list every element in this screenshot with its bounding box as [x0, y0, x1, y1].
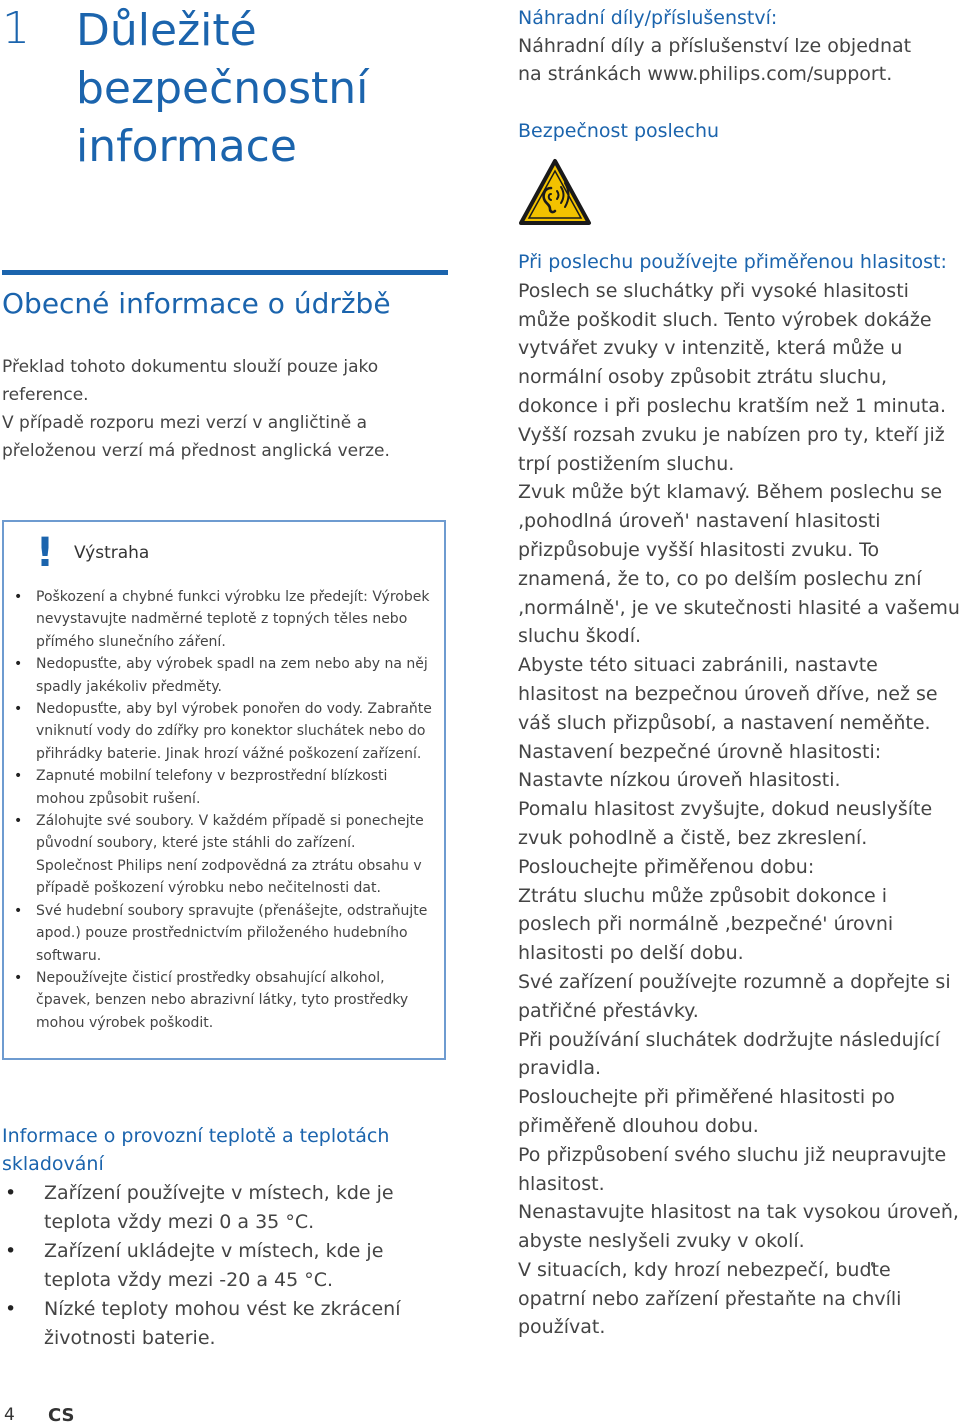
- warning-box: [2, 520, 446, 1060]
- warning-header: [14, 530, 434, 576]
- intro-paragraph: V případě rozporu mezi verzí v angličtině a přeloženou verzí má přednost anglická verze.: [2, 413, 390, 461]
- warning-list: [14, 586, 434, 1034]
- body-paragraph: V situacích, kdy hrozí nebezpečí, buďte opatrní nebo zařízení přestaňte na chvíli používat.: [518, 1258, 902, 1339]
- intro-paragraph: Překlad tohoto dokumentu slouží pouze jako reference.: [2, 357, 379, 405]
- chapter-title: Důležité bezpečnostní informace: [76, 5, 369, 172]
- operating-temp-list: [2, 1179, 442, 1353]
- section-title: Obecné informace o údržbě: [2, 287, 391, 320]
- warning-item: • Zálohujte své soubory. V každém případě si ponechejte původní soubory, které jste stáhli do zařízení. Společnost Philips není zodpovědná za ztrátu obsahu v případě poškození výrobku nebo nečitelnosti dat.: [14, 810, 434, 900]
- warning-item: • Nedopusťte, aby výrobek spadl na zem nebo aby na něj spadly jakékoliv předměty.: [14, 653, 434, 698]
- parts-text: Náhradní díly a příslušenství lze objednat na stránkách www.philips.com/support.: [518, 35, 912, 85]
- body-paragraph: Poslouchejte při přiměřené hlasitosti po přiměřeně dlouhou dobu.: [518, 1086, 895, 1137]
- warning-title: Výstraha: [74, 543, 150, 563]
- section-divider: [2, 270, 448, 275]
- warning-item: • Své hudební soubory spravujte (přenášejte, odstraňujte apod.) pouze prostřednictvím přiloženého hudebního softwaru.: [14, 900, 434, 967]
- operating-temp-item: • Zařízení používejte v místech, kde je teplota vždy mezi 0 a 35 °C.: [2, 1179, 442, 1237]
- guidelines-title: Při používání sluchátek dodržujte následující pravidla.: [518, 1028, 940, 1080]
- operating-temp-item: • Zařízení ukládejte v místech, kde je teplota vždy mezi -20 a 45 °C.: [2, 1237, 442, 1295]
- page-number: 4: [4, 1405, 15, 1425]
- safe-level-title: Nastavení bezpečné úrovně hlasitosti:: [518, 740, 882, 763]
- listen-time-title: Poslouchejte přiměřenou dobu:: [518, 855, 815, 878]
- hearing-warning-icon: [518, 158, 592, 226]
- chapter-number: 1: [2, 3, 30, 54]
- warning-item: • Poškození a chybné funkci výrobku lze předejít: Výrobek nevystavujte nadměrné teplotě z topných těles nebo přímého slunečního záření.: [14, 586, 434, 653]
- language-code: CS: [48, 1405, 75, 1426]
- parts-title: Náhradní díly/příslušenství:: [518, 7, 778, 29]
- warning-item: • Nedopusťte, aby byl výrobek ponořen do vody. Zabraňte vniknutí vody do zdířky pro konektor sluchátek nebo do přihrádky baterie. Jinak hrozí vážné poškození zařízení.: [14, 698, 434, 765]
- body-paragraph: Pomalu hlasitost zvyšujte, dokud neuslyšíte zvuk pohodlně a čistě, bez zkreslení.: [518, 798, 933, 849]
- operating-temp-title: Informace o provozní teplotě a teplotách skladování: [2, 1125, 390, 1175]
- warning-item: • Zapnuté mobilní telefony v bezprostřední blízkosti mohou způsobit rušení.: [14, 765, 434, 810]
- hearing-safety-body: [518, 248, 960, 1342]
- body-paragraph: Nenastavujte hlasitost na tak vysokou úroveň, abyste neslyšeli zvuky v okolí.: [518, 1201, 959, 1253]
- operating-temp-item: • Nízké teploty mohou vést ke zkrácení životnosti baterie.: [2, 1295, 442, 1353]
- body-paragraph: Zvuk může být klamavý. Během poslechu se ‚pohodlná úroveň' nastavení hlasitosti přizpůsobuje vyšší hlasitosti zvuku. To znamená, že to, co po delším poslechu zní ‚normálně', je ve skutečnosti hlasité a vašemu sluchu škodí.: [518, 481, 960, 648]
- hearing-safety-title: Bezpečnost poslechu: [518, 120, 720, 142]
- body-paragraph: Poslech se sluchátky při vysoké hlasitosti může poškodit sluch. Tento výrobek dokáže vytvářet zvuky v intenzitě, která může u normální osoby způsobit ztrátu sluchu, dokonce i při poslechu kratším než 1 minuta. Vyšší rozsah zvuku je nabízen pro ty, kteří již trpí postižením sluchu.: [518, 279, 946, 475]
- body-paragraph: Abyste této situaci zabránili, nastavte hlasitost na bezpečnou úroveň dříve, než se váš sluch přizpůsobí, a nastavení neměňte.: [518, 654, 938, 734]
- volume-title: Při poslechu používejte přiměřenou hlasitost:: [518, 251, 947, 273]
- body-paragraph: Po přizpůsobení svého sluchu již neupravujte hlasitost.: [518, 1143, 947, 1195]
- body-paragraph: Své zařízení používejte rozumně a dopřejte si patřičné přestávky.: [518, 970, 951, 1022]
- exclamation-icon: !: [35, 530, 55, 576]
- warning-item: • Nepoužívejte čisticí prostředky obsahující alkohol, čpavek, benzen nebo abrazivní látky, tyto prostředky mohou výrobek poškodit.: [14, 967, 434, 1034]
- body-paragraph: Nastavte nízkou úroveň hlasitosti.: [518, 769, 841, 792]
- maintenance-intro: [2, 353, 442, 465]
- body-paragraph: Ztrátu sluchu může způsobit dokonce i poslech při normálně ‚bezpečné' úrovni hlasitosti po delší dobu.: [518, 884, 894, 965]
